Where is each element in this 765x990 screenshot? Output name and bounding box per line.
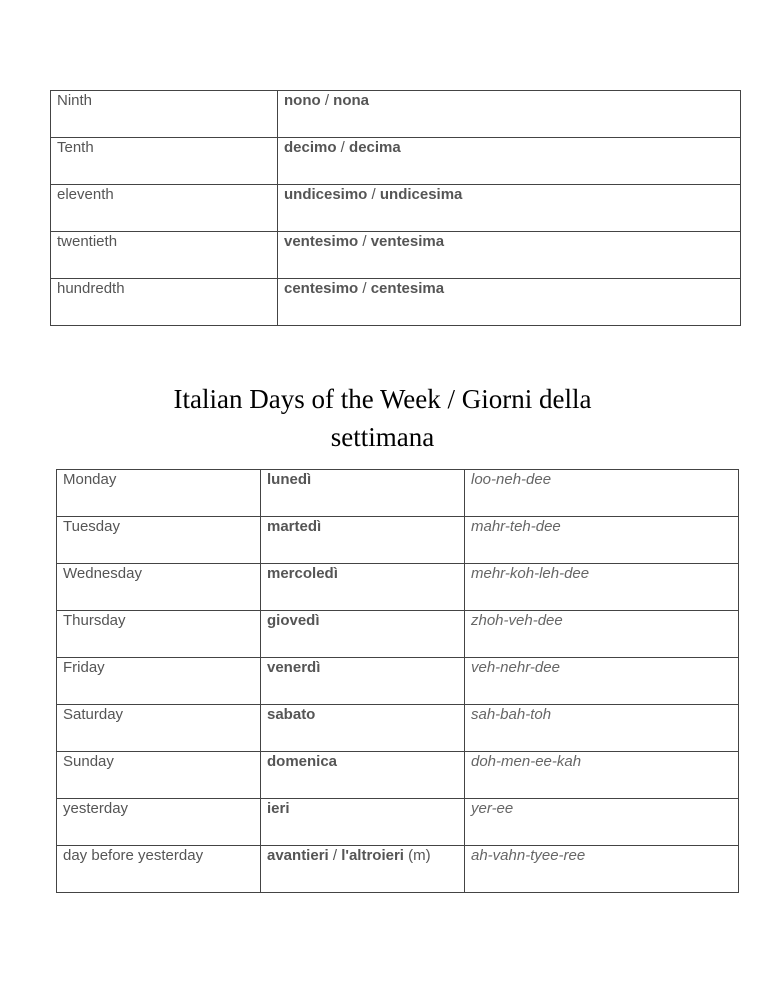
english-day-cell <box>57 846 261 893</box>
english-ordinal-cell <box>51 185 278 232</box>
italian-day: giovedì <box>267 612 320 629</box>
section-title-line-1: Italian Days of the Week / Giorni della <box>173 384 592 414</box>
separator: / <box>358 233 371 250</box>
english-ordinal-cell <box>51 91 278 138</box>
english-ordinal-cell <box>51 232 278 279</box>
pronunciation: yer-ee <box>471 800 514 817</box>
english-day-cell <box>57 611 261 658</box>
english-ordinal: Tenth <box>57 139 94 156</box>
italian-day-cell <box>261 799 465 846</box>
english-day: Thursday <box>63 612 126 629</box>
table-row <box>57 470 739 517</box>
italian-day: avantieri <box>267 847 329 864</box>
english-day: Tuesday <box>63 518 120 535</box>
italian-masculine: centesimo <box>284 280 359 297</box>
italian-day-alt: l'altroieri <box>341 847 404 864</box>
english-ordinal: hundredth <box>57 280 125 297</box>
italian-day-cell <box>261 658 465 705</box>
italian-day-cell <box>261 705 465 752</box>
italian-feminine: undicesima <box>379 186 463 203</box>
italian-day: venerdì <box>267 659 321 676</box>
separator: / <box>358 280 371 297</box>
table-row <box>51 91 741 138</box>
english-day-cell <box>57 470 261 517</box>
english-day: Monday <box>63 471 117 488</box>
italian-ordinal-cell <box>278 185 741 232</box>
separator: / <box>367 186 380 203</box>
italian-feminine: nona <box>333 92 370 109</box>
italian-day: mercoledì <box>267 565 338 582</box>
ordinals-table <box>50 90 741 326</box>
pronunciation-cell <box>465 517 739 564</box>
english-ordinal: Ninth <box>57 92 93 109</box>
italian-day: sabato <box>267 706 316 723</box>
english-day-cell <box>57 564 261 611</box>
pronunciation-cell <box>465 752 739 799</box>
pronunciation: mahr-teh-dee <box>471 518 561 535</box>
table-row <box>57 611 739 658</box>
table-row <box>51 185 741 232</box>
pronunciation: loo-neh-dee <box>471 471 552 488</box>
separator: / <box>328 847 342 864</box>
pronunciation: doh-men-ee-kah <box>471 753 582 770</box>
pronunciation-cell <box>465 799 739 846</box>
table-row <box>51 279 741 326</box>
english-ordinal: twentieth <box>57 233 118 250</box>
pronunciation-cell <box>465 470 739 517</box>
pronunciation-cell <box>465 611 739 658</box>
english-ordinal-cell <box>51 279 278 326</box>
section-title <box>0 380 765 456</box>
italian-day: ieri <box>267 800 290 817</box>
english-day-cell <box>57 752 261 799</box>
english-day: day before yesterday <box>63 847 204 864</box>
gender-marker: (m) <box>403 847 431 864</box>
italian-day-cell <box>261 611 465 658</box>
english-day: Sunday <box>63 753 114 770</box>
italian-ordinal-cell <box>278 279 741 326</box>
italian-day-cell <box>261 517 465 564</box>
italian-masculine: undicesimo <box>284 186 368 203</box>
italian-ordinal-cell <box>278 91 741 138</box>
english-ordinal-cell <box>51 138 278 185</box>
pronunciation-cell <box>465 564 739 611</box>
italian-day-cell <box>261 846 465 893</box>
section-title-line-2: settimana <box>330 422 435 452</box>
table-row <box>57 564 739 611</box>
italian-masculine: decimo <box>284 139 337 156</box>
english-day-cell <box>57 658 261 705</box>
italian-masculine: ventesimo <box>284 233 359 250</box>
table-row <box>51 138 741 185</box>
separator: / <box>336 139 350 156</box>
pronunciation: sah-bah-toh <box>471 706 552 723</box>
table-row <box>57 799 739 846</box>
italian-day-cell <box>261 470 465 517</box>
english-day-cell <box>57 799 261 846</box>
table-row <box>57 752 739 799</box>
table-row <box>51 232 741 279</box>
italian-day-cell <box>261 752 465 799</box>
italian-masculine: nono <box>284 92 321 109</box>
table-row <box>57 658 739 705</box>
table-row <box>57 517 739 564</box>
italian-day: domenica <box>267 753 338 770</box>
pronunciation: veh-nehr-dee <box>471 659 560 676</box>
italian-feminine: ventesima <box>370 233 445 250</box>
english-day: Friday <box>63 659 105 676</box>
days-table <box>56 469 739 893</box>
english-ordinal: eleventh <box>57 186 114 203</box>
table-row <box>57 705 739 752</box>
italian-ordinal-cell <box>278 138 741 185</box>
italian-day: lunedì <box>267 471 312 488</box>
table-row <box>57 846 739 893</box>
italian-day-cell <box>261 564 465 611</box>
pronunciation: zhoh-veh-dee <box>471 612 563 629</box>
pronunciation-cell <box>465 705 739 752</box>
english-day: yesterday <box>63 800 129 817</box>
english-day: Wednesday <box>63 565 142 582</box>
english-day-cell <box>57 517 261 564</box>
italian-feminine: centesima <box>370 280 445 297</box>
pronunciation-cell <box>465 658 739 705</box>
pronunciation: mehr-koh-leh-dee <box>471 565 590 582</box>
italian-ordinal-cell <box>278 232 741 279</box>
english-day-cell <box>57 705 261 752</box>
italian-feminine: decima <box>349 139 401 156</box>
english-day: Saturday <box>63 706 124 723</box>
pronunciation: ah-vahn-tyee-ree <box>471 847 586 864</box>
pronunciation-cell <box>465 846 739 893</box>
separator: / <box>320 92 334 109</box>
italian-day: martedì <box>267 518 322 535</box>
